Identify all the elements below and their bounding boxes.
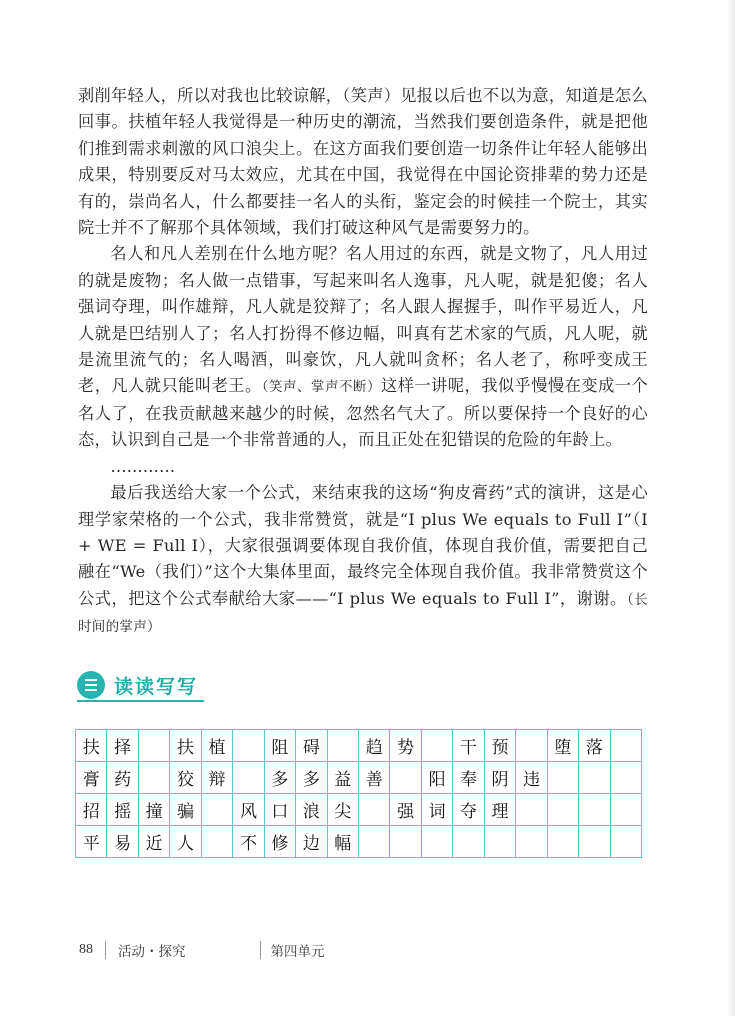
grid-cell: 扶: [170, 730, 201, 762]
page-number: 88: [79, 942, 93, 957]
grid-cell: [359, 826, 390, 858]
section-title: 读读写写: [114, 675, 199, 698]
grid-cell: [390, 762, 421, 794]
grid-cell: [579, 762, 610, 794]
grid-cell: 词: [422, 794, 453, 826]
body-text: [78, 83, 648, 641]
grid-cell: [579, 794, 610, 826]
grid-cell: 扶: [76, 730, 107, 762]
grid-cell: 膏: [76, 762, 107, 794]
grid-cell: [611, 762, 642, 794]
grid-cell: 骗: [170, 794, 201, 826]
grid-cell: [139, 762, 170, 794]
grid-cell: 趋: [359, 730, 390, 762]
grid-cell: 夺: [453, 794, 484, 826]
paragraph-2-part-a: 名人和凡人差别在什么地方呢？名人用过的东西，就是文物了，凡人用过的就是废物；名人做一点错事，写起来叫名人逸事，凡人呢，就是犯傻；名人强词夺理，叫作雄辩，凡人就是狡辩了；名人跟人握握手，叫作平易近人，凡人就是巴结别人了；名人打扮得不修边幅，叫真有艺术家的气质，凡人呢，就是流里流气的；名人喝酒，叫豪饮，凡人就叫贪杯；名人老了，称呼变成王老，凡人就只能叫老王。: [78, 244, 648, 396]
grid-cell: 多: [296, 762, 327, 794]
grid-cell: 药: [107, 762, 138, 794]
footer-divider: [260, 941, 261, 959]
grid-cell: 辩: [202, 762, 233, 794]
grid-cell: 幅: [328, 826, 359, 858]
grid-cell: [422, 730, 453, 762]
grid-cell: [359, 794, 390, 826]
grid-cell: 势: [390, 730, 421, 762]
grid-cell: 尖: [328, 794, 359, 826]
paragraph-3: [78, 480, 648, 640]
paragraph-2: [78, 241, 648, 453]
grid-cell: 修: [265, 826, 296, 858]
grid-cell: [548, 794, 579, 826]
grid-cell: [422, 826, 453, 858]
grid-cell: 碍: [296, 730, 327, 762]
applause-note: （长时间的掌声）: [78, 591, 648, 636]
laughter-note: （笑声、掌声不断）: [261, 379, 382, 396]
grid-cell: 理: [485, 794, 516, 826]
grid-cell: 浪: [296, 794, 327, 826]
section-label: 活动・探究: [118, 944, 186, 960]
paragraph-3-part-a: 最后我送给大家一个公式，来结束我的这场“狗皮膏药”式的演讲，这是心理学家荣格的一个公式，我非常赞赏，就是“I plus We equals to Full I”（I + WE = Full I），大家很强调要体现自我价值，体现自我价值，需要把自己融在“We（我们）”这个大集体里面，最终完全体现自我价值。我非常赞赏这个公式，把这个公式奉献给大家——“I plus We equals to Full I”，谢谢。: [78, 483, 648, 608]
paragraph-1: 剥削年轻人，所以对我也比较谅解，（笑声）见报以后也不以为意，知道是怎么回事。扶植年轻人我觉得是一种历史的潮流，当然我们要创造条件，就是把他们推到需求刺激的风口浪尖上。在这方面我们要创造一切条件让年轻人能够出成果，特别要反对马太效应，尤其在中国，我觉得在中国论资排辈的势力还是有的，崇尚名人，什么都要挂一名人的头衔，鉴定会的时候挂一个院士，其实院士并不了解那个具体领域，我们打破这种风气是需要努力的。: [78, 86, 648, 238]
grid-cell: 预: [485, 730, 516, 762]
unit-label: 第四单元: [270, 944, 325, 960]
paragraph-2-part-b: 这样一讲呢，我似乎慢慢在变成一个名人了，在我贡献越来越少的时候，忽然名气大了。所以要保持一个良好的心态，认识到自己是一个非常普通的人，而且正处在犯错误的危险的年龄上。: [78, 376, 648, 450]
grid-cell: 招: [76, 794, 107, 826]
grid-cell: 阴: [485, 762, 516, 794]
ellipsis: …………: [110, 456, 176, 476]
grid-cell: 善: [359, 762, 390, 794]
grid-cell: 落: [579, 730, 610, 762]
footer-divider: [105, 941, 106, 959]
grid-cell: [579, 826, 610, 858]
section-heading: [77, 669, 198, 701]
grid-cell: 强: [390, 794, 421, 826]
grid-cell: 阻: [265, 730, 296, 762]
grid-cell: 摇: [107, 794, 138, 826]
grid-cell: 边: [296, 826, 327, 858]
grid-cell: 不: [233, 826, 264, 858]
grid-cell: [233, 730, 264, 762]
grid-cell: 近: [139, 826, 170, 858]
grid-cell: 奉: [453, 762, 484, 794]
grid-cell: 风: [233, 794, 264, 826]
grid-cell: 易: [107, 826, 138, 858]
section-three-icon: [77, 671, 105, 699]
section-underline: [77, 700, 204, 702]
grid-cell: 狡: [170, 762, 201, 794]
grid-cell: [611, 826, 642, 858]
grid-cell: [328, 730, 359, 762]
grid-cell: 口: [265, 794, 296, 826]
grid-cell: [548, 762, 579, 794]
grid-cell: [390, 826, 421, 858]
grid-cell: 干: [453, 730, 484, 762]
grid-cell: [202, 794, 233, 826]
grid-cell: 多: [265, 762, 296, 794]
grid-cell: [611, 794, 642, 826]
grid-cell: 益: [328, 762, 359, 794]
grid-cell: [516, 826, 547, 858]
grid-cell: [485, 826, 516, 858]
word-grid: [75, 729, 642, 858]
grid-cell: [453, 826, 484, 858]
page-footer: [79, 940, 325, 960]
grid-cell: 撞: [139, 794, 170, 826]
grid-cell: 平: [76, 826, 107, 858]
grid-cell: [548, 826, 579, 858]
grid-cell: [611, 730, 642, 762]
grid-cell: 违: [516, 762, 547, 794]
page-edge-shadow: [727, 0, 735, 1016]
grid-cell: [233, 762, 264, 794]
grid-cell: 植: [202, 730, 233, 762]
grid-cell: 阳: [422, 762, 453, 794]
grid-cell: 人: [170, 826, 201, 858]
grid-cell: [516, 730, 547, 762]
grid-cell: [516, 794, 547, 826]
grid-cell: [139, 730, 170, 762]
grid-cell: 择: [107, 730, 138, 762]
grid-cell: [202, 826, 233, 858]
grid-cell: 堕: [548, 730, 579, 762]
